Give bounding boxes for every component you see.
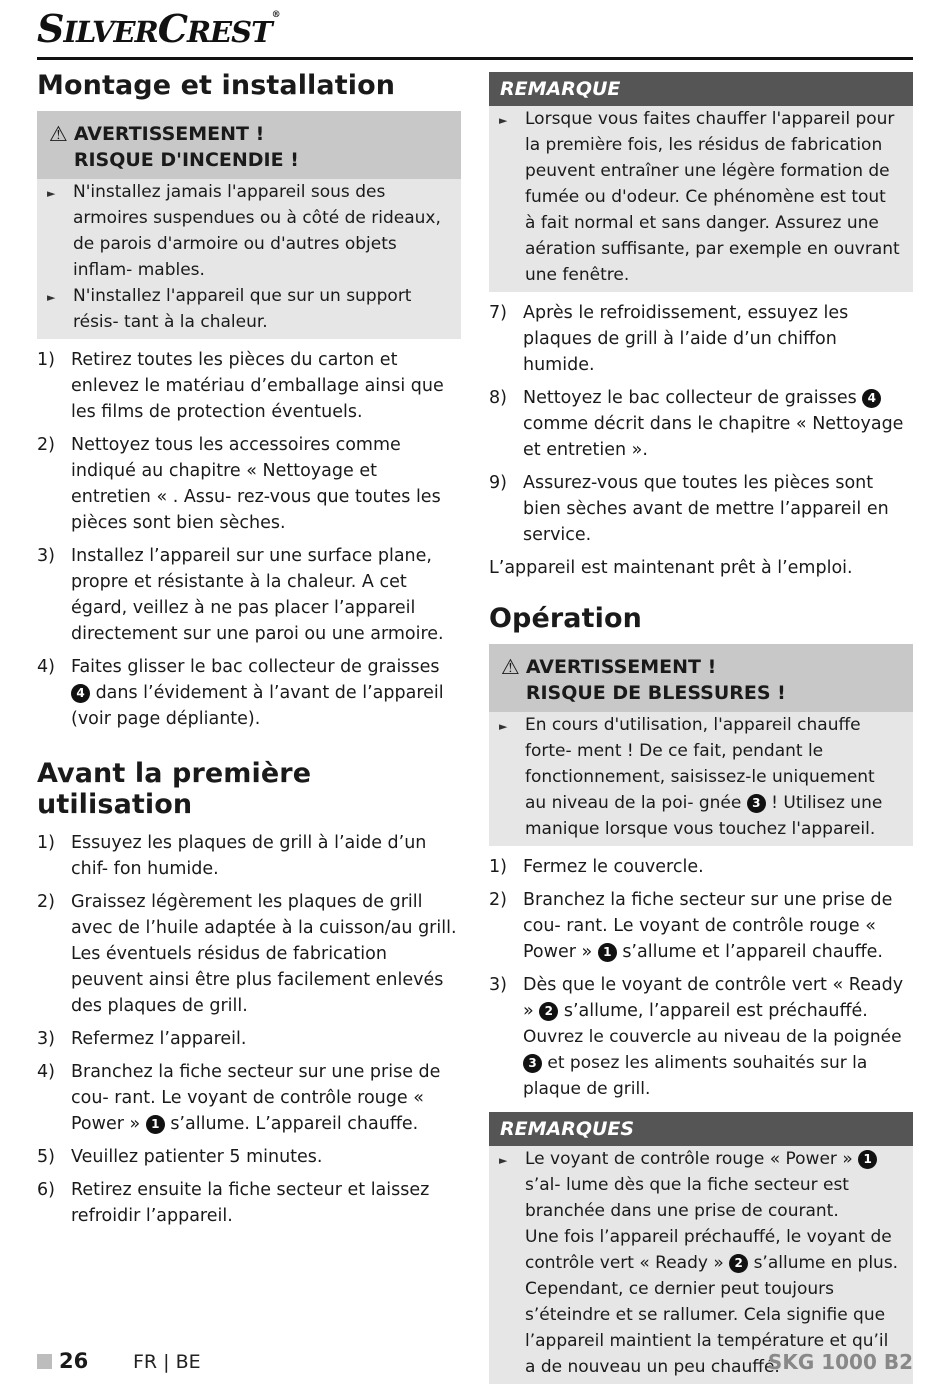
list-item: 4) Faites glisser le bac collecteur de graisses 4 dans l’évidement à l’avant de l’appareil (voir page dépliante).: [37, 657, 444, 729]
list-item: 6) Retirez ensuite la fiche secteur et laissez refroidir l’appareil.: [37, 1180, 430, 1226]
list-item: 3) Refermez l’appareil.: [37, 1029, 247, 1049]
list-item-continuation: Ouvrez le couvercle au niveau de la poignée 3 et posez les aliments souhaités sur la plaque de grill.: [523, 1027, 902, 1099]
header-rule: [37, 57, 913, 60]
warning-triangle-icon: ⚠: [501, 655, 520, 679]
page-footer: [37, 1349, 913, 1377]
part-number-badge: 2: [729, 1254, 748, 1273]
arrow-icon: ►: [499, 114, 508, 127]
list-item: 1) Essuyez les plaques de grill à l’aide d’un chif- fon humide.: [37, 833, 427, 879]
list-item: 7) Après le refroidissement, essuyez les plaques de grill à l’aide d’un chiffon humide.: [489, 303, 849, 375]
heading-montage: Montage et installation: [37, 70, 396, 101]
note-bullet: ► Le voyant de contrôle rouge « Power » 1 s’al- lume dès que la fiche secteur est branchée dans une prise de courant. Une fois l’appareil préchauffé, le voyant de contrôle vert « Ready » 2 s’allume en plus. Cependant, ce dernier peut toujours s’éteindre et se rallumer. Cela signifie que l’appareil maintient la température et qu’il a de nouveau un peu chauffé.: [489, 1146, 913, 1380]
list-item: 8) Nettoyez le bac collecteur de graisses 4 comme décrit dans le chapitre « Nettoyage et entretien ».: [489, 388, 904, 460]
warning-fire-box: [37, 111, 461, 339]
warning-injury-header: ⚠ AVERTISSEMENT ! RISQUE DE BLESSURES !: [489, 644, 913, 712]
notes-box: [489, 1112, 913, 1384]
note-box: [489, 72, 913, 292]
warning-bullet: ► N'installez l'appareil que sur un support résis- tant à la chaleur.: [37, 283, 461, 335]
list-item: 3) Installez l’appareil sur une surface plane, propre et résistante à la chaleur. A cet égard, veillez à ne pas placer l’appareil directement sur une paroi ou une armoire.: [37, 546, 444, 644]
warning-triangle-icon: ⚠: [49, 122, 68, 146]
part-number-badge: 1: [146, 1115, 165, 1134]
ready-text: L’appareil est maintenant prêt à l’emploi.: [489, 558, 853, 578]
list-item: 2) Nettoyez tous les accessoires comme indiqué au chapitre « Nettoyage et entretien « . Assu- rez-vous que toutes les pièces sont bien sèches.: [37, 435, 441, 533]
arrow-icon: ►: [499, 1154, 508, 1167]
part-number-badge: 3: [747, 794, 766, 813]
arrow-icon: ►: [47, 291, 56, 304]
list-item: 1) Fermez le couvercle.: [489, 857, 704, 877]
list-item: 9) Assurez-vous que toutes les pièces sont bien sèches avant de mettre l’appareil en service.: [489, 473, 889, 545]
language-label: FR | BE: [133, 1351, 201, 1373]
page-number: 26: [59, 1349, 89, 1373]
part-number-badge: 2: [539, 1002, 558, 1021]
arrow-icon: ►: [499, 720, 508, 733]
notes-header: REMARQUES: [489, 1112, 913, 1146]
note-bullet: ► Lorsque vous faites chauffer l'appareil pour la première fois, les résidus de fabrication peuvent entraîner une légère formation de fumée ou d'odeur. Ce phénomène est tout à fait normal et sans danger. Assurez une aération suffisante, par exemple en ouvrant une fenêtre.: [489, 106, 913, 288]
list-item: 2) Branchez la fiche secteur sur une prise de cou- rant. Le voyant de contrôle rouge « Power » 1 s’allume et l’appareil chauffe.: [489, 890, 893, 962]
part-number-badge: 1: [858, 1150, 877, 1169]
list-item: 2) Graissez légèrement les plaques de grill avec de l’huile adaptée à la cuisson/au grill. Les éventuels résidus de fabrication peuvent ainsi être plus facilement enlevés des plaques de grill.: [37, 892, 457, 1016]
brand-logo: SILVERCREST®: [37, 6, 280, 51]
part-number-badge: 3: [523, 1054, 542, 1073]
model-number: SKG 1000 B2: [767, 1350, 913, 1374]
list-item: 3) Dès que le voyant de contrôle vert « Ready » 2 s’allume, l’appareil est préchauffé.: [489, 975, 904, 1021]
warning-fire-header: ⚠ AVERTISSEMENT ! RISQUE D'INCENDIE !: [37, 111, 461, 179]
warning-bullet: ► N'installez jamais l'appareil sous des armoires suspendues ou à côté de rideaux, de parois d'armoire ou d'autres objets inflam- mables.: [37, 179, 461, 283]
footer-square-icon: [37, 1354, 52, 1369]
heading-operation: Opération: [489, 603, 642, 634]
arrow-icon: ►: [47, 187, 56, 200]
left-column: [37, 70, 461, 1236]
list-item: 1) Retirez toutes les pièces du carton et enlevez le matériau d’emballage ainsi que les films de protection éventuels.: [37, 350, 444, 422]
warning-injury-box: [489, 644, 913, 846]
part-number-badge: 4: [71, 684, 90, 703]
right-column: [489, 72, 913, 1392]
list-item: 5) Veuillez patienter 5 minutes.: [37, 1147, 323, 1167]
warning-bullet: ► En cours d'utilisation, l'appareil chauffe forte- ment ! De ce fait, pendant le fonctionnement, saisissez-le uniquement au niveau de la poi- gnée 3 ! Utilisez une manique lorsque vous touchez l'appareil.: [489, 712, 913, 842]
list-item: 4) Branchez la fiche secteur sur une prise de cou- rant. Le voyant de contrôle rouge « Power » 1 s’allume. L’appareil chauffe.: [37, 1062, 441, 1134]
part-number-badge: 1: [598, 943, 617, 962]
note-header: REMARQUE: [489, 72, 913, 106]
heading-first-use: Avant la première utilisation: [37, 758, 312, 820]
part-number-badge: 4: [862, 389, 881, 408]
